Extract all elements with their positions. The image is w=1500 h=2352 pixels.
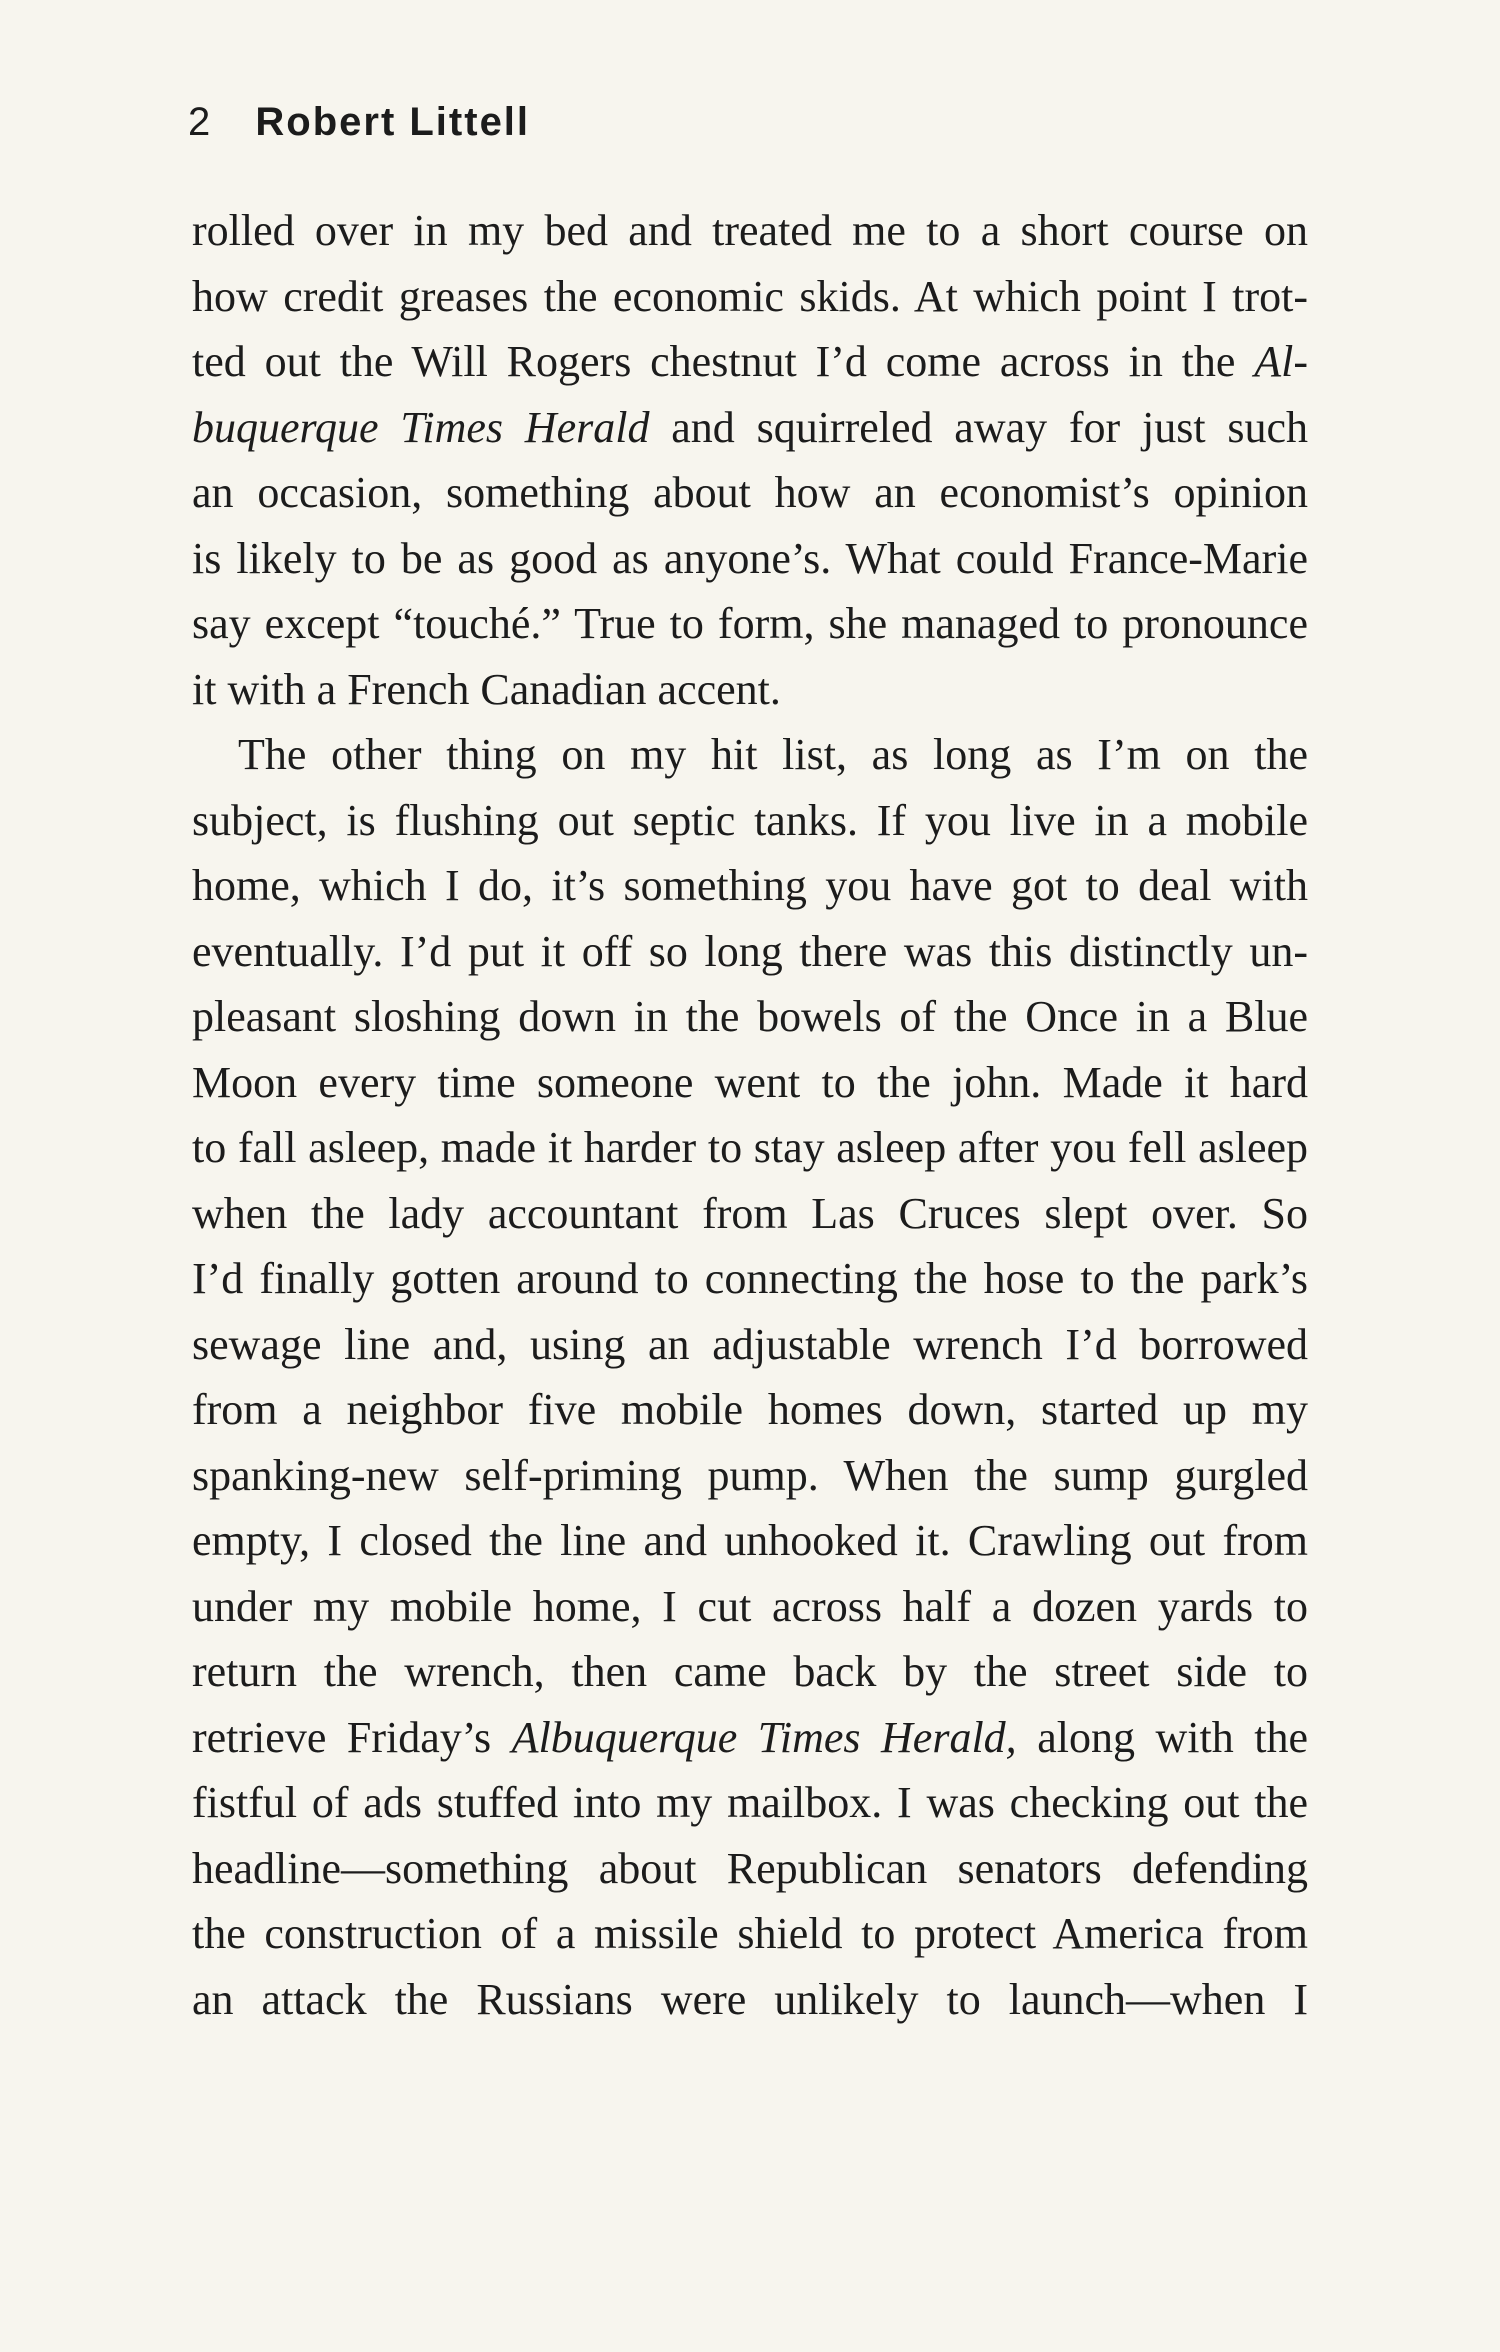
- text-line: subject, is flushing out septic tanks. If you live in a mobile: [192, 795, 1308, 845]
- text-line: home, which I do, it’s something you have got to deal with: [192, 861, 1308, 910]
- text-line: spanking-new self-priming pump. When the sump gurgled: [192, 1450, 1308, 1500]
- text-line: it with a French Canadian accent.: [192, 664, 781, 714]
- text-line: return the wrench, then came back by the street side to: [192, 1647, 1308, 1696]
- text-line: pleasant sloshing down in the bowels of the Once in a Blue: [192, 992, 1308, 1041]
- body-text: [192, 198, 1308, 2032]
- text-line: [192, 395, 1308, 461]
- text-line: Moon every time someone went to the john. Made it hard: [192, 1057, 1308, 1107]
- text-span: retrieve Friday’s: [192, 1712, 512, 1762]
- text-line: [192, 329, 1308, 395]
- text-line: the construction of a missile shield to protect America from: [192, 1909, 1308, 1958]
- text-span: along with the: [1016, 1712, 1309, 1762]
- text-line: an attack the Russians were unlikely to launch—when I: [192, 1974, 1308, 2024]
- text-line: empty, I closed the line and unhooked it. Crawling out from: [192, 1516, 1308, 1565]
- text-line: sewage line and, using an adjustable wrench I’d borrowed: [192, 1319, 1308, 1369]
- author-name: Robert Littell: [255, 100, 531, 144]
- text-line: is likely to be as good as anyone’s. What could France-Marie: [192, 533, 1308, 583]
- text-line: rolled over in my bed and treated me to a short course on: [192, 206, 1308, 255]
- running-head: [188, 100, 530, 145]
- text-line: an occasion, something about how an economist’s opinion: [192, 468, 1308, 517]
- text-line: when the lady accountant from Las Cruces slept over. So: [192, 1188, 1308, 1238]
- page-number: 2: [188, 100, 213, 144]
- text-line: say except “touché.” True to form, she managed to pronounce: [192, 599, 1308, 648]
- text-line: The other thing on my hit list, as long as I’m on the: [238, 730, 1308, 779]
- text-line: how credit greases the economic skids. At which point I trot-: [192, 271, 1308, 321]
- text-line: headline—something about Republican senators defending: [192, 1843, 1308, 1893]
- italic-title: Albuquerque Times Herald,: [511, 1712, 1017, 1762]
- italic-title: buquerque Times Herald: [192, 402, 650, 452]
- text-span: ted out the Will Rogers chestnut I’d come across in the: [192, 337, 1255, 386]
- text-line: under my mobile home, I cut across half a dozen yards to: [192, 1581, 1308, 1631]
- text-span: and squirreled away for just such: [649, 402, 1308, 452]
- text-line: to fall asleep, made it harder to stay asleep after you fell asleep: [192, 1123, 1308, 1172]
- text-line: fistful of ads stuffed into my mailbox. I was checking out the: [192, 1778, 1308, 1827]
- text-line: from a neighbor five mobile homes down, started up my: [192, 1385, 1308, 1434]
- text-line: eventually. I’d put it off so long there was this distinctly un-: [192, 926, 1308, 976]
- text-line: [192, 1705, 1308, 1771]
- text-line: I’d finally gotten around to connecting the hose to the park’s: [192, 1254, 1308, 1303]
- italic-title: Al-: [1254, 337, 1308, 386]
